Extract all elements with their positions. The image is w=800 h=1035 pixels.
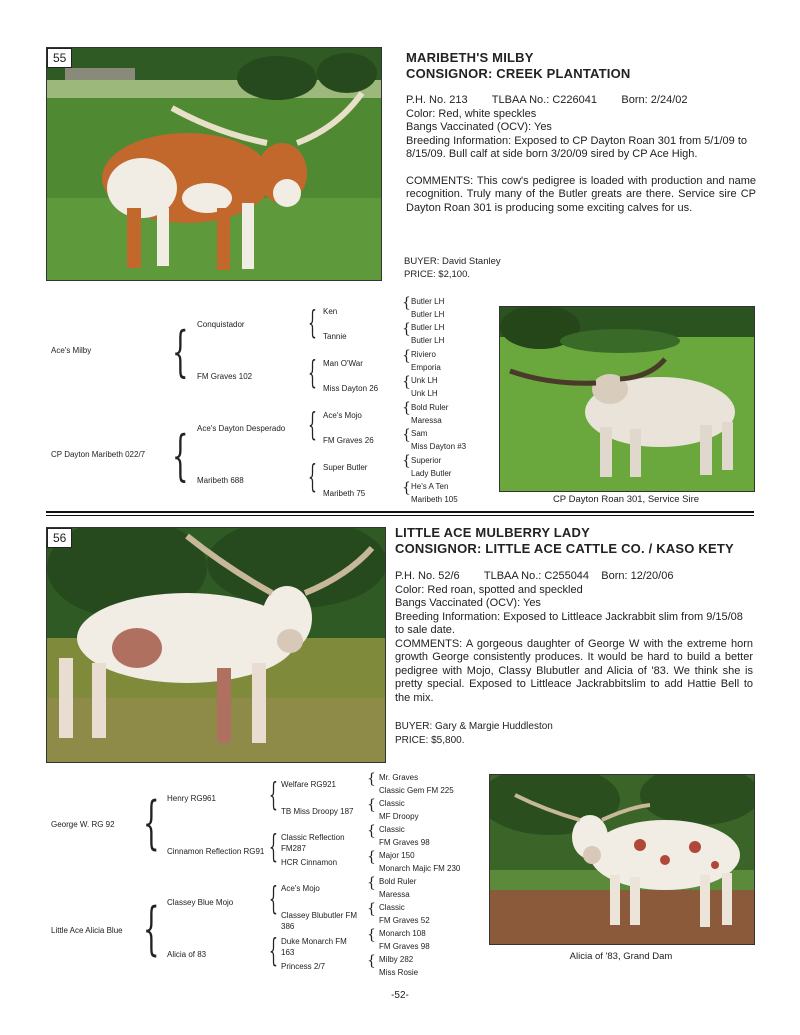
lot56-brace-5: { bbox=[269, 881, 278, 919]
lot55-ped-g2-0: Conquistador bbox=[197, 320, 245, 329]
lot55-ped-g4-7: Unk LH bbox=[411, 389, 438, 398]
lot56-ped-g3-7: Princess 2/7 bbox=[281, 962, 326, 971]
lot56-ped-g4-7: Monarch Majic FM 230 bbox=[379, 864, 461, 873]
lot55-sale bbox=[404, 255, 501, 281]
lot56-ped-g3-3: HCR Cinnamon bbox=[281, 858, 338, 867]
lot56-ped-g4-8: Bold Ruler bbox=[379, 877, 417, 886]
lot56-granddam-caption: Alicia of '83, Grand Dam bbox=[569, 951, 673, 962]
lot56-brace-g4-4: { bbox=[367, 875, 376, 891]
lot55-ped-g4-3: Butler LH bbox=[411, 336, 445, 345]
lot55-ped-g2-3: Maribeth 688 bbox=[197, 476, 244, 485]
lot55-brace-g4-7: { bbox=[402, 480, 411, 496]
lot55-ped-sire: Ace's Milby bbox=[51, 346, 92, 355]
lot56-price: PRICE: $5,800. bbox=[395, 735, 465, 746]
lot56-ped-g2-3: Alicia of 83 bbox=[167, 950, 207, 959]
lot55-color: Color: Red, white speckles bbox=[406, 107, 537, 120]
lot56-granddam-image bbox=[490, 775, 754, 944]
lot56-ped-g2-2: Classey Blue Mojo bbox=[167, 898, 234, 907]
lot56-ped-g4-11: FM Graves 52 bbox=[379, 916, 430, 925]
lot55-ped-g3-3: Miss Dayton 26 bbox=[323, 384, 379, 393]
lot55-ped-g4-2: Butler LH bbox=[411, 323, 445, 332]
lot55-bangs: Bangs Vaccinated (OCV): Yes bbox=[406, 121, 552, 133]
lot55-ped-g4-11: Miss Dayton #3 bbox=[411, 442, 467, 451]
lot55-ped-g4-4: Riviero bbox=[411, 350, 436, 359]
lot55-brace-g4-3: { bbox=[402, 374, 411, 390]
lot55-ped-g4-6: Unk LH bbox=[411, 376, 438, 385]
lot56-brace-g4-6: { bbox=[367, 927, 376, 943]
lot55-sire-image bbox=[500, 307, 754, 491]
lot55-brace-5: { bbox=[308, 407, 317, 445]
lot56-ped-g4-15: Miss Rosie bbox=[379, 968, 419, 977]
lot55-info bbox=[406, 94, 756, 215]
lot56-ped-dam: Little Ace Alicia Blue bbox=[51, 926, 123, 935]
lot55-buyer: BUYER: David Stanley bbox=[404, 256, 501, 267]
lot55-name: MARIBETH'S MILBY bbox=[406, 50, 534, 65]
lot56-brace-g4-1: { bbox=[367, 797, 376, 813]
lot56-ped-g4-3: MF Droopy bbox=[379, 812, 419, 821]
lot55-ped-dam: CP Dayton Maribeth 022/7 bbox=[51, 450, 146, 459]
lot55-ped-g4-15: Maribeth 105 bbox=[411, 495, 458, 504]
lot56-ped-g4-4: Classic bbox=[379, 825, 405, 834]
lot56-cow-image bbox=[47, 528, 385, 762]
lot56-ped-g4-10: Classic bbox=[379, 903, 405, 912]
lot56-ped-g3-4: Ace's Mojo bbox=[281, 884, 320, 893]
lot56-ped-g4-12: Monarch 108 bbox=[379, 929, 426, 938]
lot56-breeding: Breeding Information: Exposed to Littleace Jackrabbit slim from 9/15/08 to sale date. bbox=[395, 610, 743, 636]
lot56-ped-g4-14: Milby 282 bbox=[379, 955, 414, 964]
lot56-ped-sire: George W. RG 92 bbox=[51, 820, 115, 829]
lot56-bangs: Bangs Vaccinated (OCV): Yes bbox=[395, 597, 541, 609]
lot56-ped-g4-6: Major 150 bbox=[379, 851, 415, 860]
lot56-brace-4: { bbox=[269, 829, 278, 867]
lot56-ped-g4-13: FM Graves 98 bbox=[379, 942, 430, 951]
lot55-brace-1: { bbox=[172, 321, 189, 385]
lot55-breeding: Breeding Information: Exposed to CP Dayton Roan 301 from 5/1/09 to 8/15/09. Bull calf at side born 3/20/09 sired by CP Ace High. bbox=[406, 134, 747, 160]
lot55-brace-g4-1: { bbox=[402, 321, 411, 337]
lot56-brace-g4-7: { bbox=[367, 953, 376, 969]
page-number: -52- bbox=[391, 990, 409, 1001]
lot56-brace-2: { bbox=[143, 897, 160, 964]
lot55-ped-g3-1: Tannie bbox=[323, 332, 347, 341]
lot55-ped-g2-1: FM Graves 102 bbox=[197, 372, 253, 381]
lot56-ped-g3-2: Classic Reflection FM287 bbox=[281, 833, 345, 853]
lot56-info bbox=[395, 570, 753, 705]
lot56-ped-g4-2: Classic bbox=[379, 799, 405, 808]
lot56-ped-g3-1: TB Miss Droopy 187 bbox=[281, 807, 354, 816]
lot56-comments: COMMENTS: A gorgeous daughter of George W with the extreme horn growth George consistently produces. It would be hard to build a better pedigree with Mojo, Classy Blubutler and Alicia of '83. We think she is pretty special. Exposed to Littleace Jackrabbitslim to add Hattie Bell to the mix. bbox=[395, 637, 753, 704]
lot55-brace-g4-0: { bbox=[402, 295, 411, 311]
lot55-reg-line: P.H. No. 213 TLBAA No.: C226041 Born: 2/24/02 bbox=[406, 94, 688, 106]
lot55-sire-caption: CP Dayton Roan 301, Service Sire bbox=[552, 494, 700, 505]
lot55-consignor: CONSIGNOR: CREEK PLANTATION bbox=[406, 66, 631, 81]
lot56-sale bbox=[395, 720, 553, 748]
lot55-brace-6: { bbox=[308, 459, 317, 497]
lot55-ped-g3-0: Ken bbox=[323, 307, 338, 316]
lot55-comments: COMMENTS: This cow's pedigree is loaded with production and name recognition. Truly many of the Butler greats are there. Service sire CP Dayton Roan 301 is producing some exciting calves for us. bbox=[406, 174, 756, 214]
lot56-brace-g4-2: { bbox=[367, 823, 376, 839]
lot55-ped-g3-2: Man O'War bbox=[323, 359, 363, 368]
section-divider-inner bbox=[46, 515, 754, 516]
lot55-ped-g4-14: He's A Ten bbox=[411, 482, 449, 491]
lot56-buyer: BUYER: Gary & Margie Huddleston bbox=[395, 721, 553, 732]
lot55-brace-g4-4: { bbox=[402, 400, 411, 416]
lot56-photo bbox=[46, 527, 386, 763]
lot56-ped-g3-0: Welfare RG921 bbox=[281, 780, 336, 789]
lot55-ped-g3-6: Super Butler bbox=[323, 463, 368, 472]
lot55-brace-g4-5: { bbox=[402, 427, 411, 443]
lot56-ped-g3-6: Duke Monarch FM 163 bbox=[281, 937, 347, 957]
lot55-photo bbox=[46, 47, 382, 281]
lot56-ped-g4-1: Classic Gem FM 225 bbox=[379, 786, 454, 795]
lot55-ped-g4-8: Bold Ruler bbox=[411, 403, 449, 412]
lot55-cow-image bbox=[47, 48, 381, 280]
lot56-consignor: CONSIGNOR: LITTLE ACE CATTLE CO. / KASO KETY bbox=[395, 541, 734, 556]
lot56-ped-g4-9: Maressa bbox=[379, 890, 410, 899]
lot55-ped-g3-5: FM Graves 26 bbox=[323, 436, 374, 445]
lot55-brace-4: { bbox=[308, 355, 317, 393]
lot56-granddam-photo bbox=[489, 774, 755, 945]
lot55-brace-g4-2: { bbox=[402, 348, 411, 364]
lot55-sire-photo bbox=[499, 306, 755, 492]
lot56-brace-g4-3: { bbox=[367, 849, 376, 865]
lot55-brace-3: { bbox=[308, 305, 317, 343]
lot56-number: 56 bbox=[47, 528, 72, 548]
lot55-number: 55 bbox=[47, 48, 72, 68]
lot56-brace-6: { bbox=[269, 933, 278, 971]
lot55-brace-g4-6: { bbox=[402, 453, 411, 469]
lot56-ped-g4-0: Mr. Graves bbox=[379, 773, 419, 782]
lot55-ped-g4-0: Butler LH bbox=[411, 297, 445, 306]
lot56-name: LITTLE ACE MULBERRY LADY bbox=[395, 525, 590, 540]
section-divider bbox=[46, 511, 754, 513]
lot56-brace-g4-5: { bbox=[367, 901, 376, 917]
lot56-ped-g4-5: FM Graves 98 bbox=[379, 838, 430, 847]
lot55-ped-g4-9: Maressa bbox=[411, 416, 442, 425]
lot55-ped-g4-13: Lady Butler bbox=[411, 469, 452, 478]
lot55-ped-g4-1: Butler LH bbox=[411, 310, 445, 319]
lot56-ped-g2-0: Henry RG961 bbox=[167, 794, 216, 803]
lot56-brace-3: { bbox=[269, 777, 278, 815]
lot55-ped-g4-12: Superior bbox=[411, 456, 442, 465]
lot55-ped-g3-7: Maribeth 75 bbox=[323, 489, 366, 498]
lot55-ped-g4-5: Emporia bbox=[411, 363, 441, 372]
lot55-ped-g4-10: Sam bbox=[411, 429, 428, 438]
lot55-ped-g2-2: Ace's Dayton Desperado bbox=[197, 424, 286, 433]
lot56-color: Color: Red roan, spotted and speckled bbox=[395, 583, 583, 596]
lot56-reg-line: P.H. No. 52/6 TLBAA No.: C255044 Born: 12/20/06 bbox=[395, 570, 674, 582]
lot56-brace-g4-0: { bbox=[367, 771, 376, 787]
lot55-ped-g3-4: Ace's Mojo bbox=[323, 411, 362, 420]
lot55-price: PRICE: $2,100. bbox=[404, 269, 471, 280]
lot55-brace-2: { bbox=[172, 425, 189, 489]
lot56-ped-g3-5: Classey Blubutler FM 386 bbox=[281, 911, 358, 931]
lot56-ped-g2-1: Cinnamon Reflection RG91 bbox=[167, 847, 265, 856]
lot56-brace-1: { bbox=[143, 791, 160, 858]
